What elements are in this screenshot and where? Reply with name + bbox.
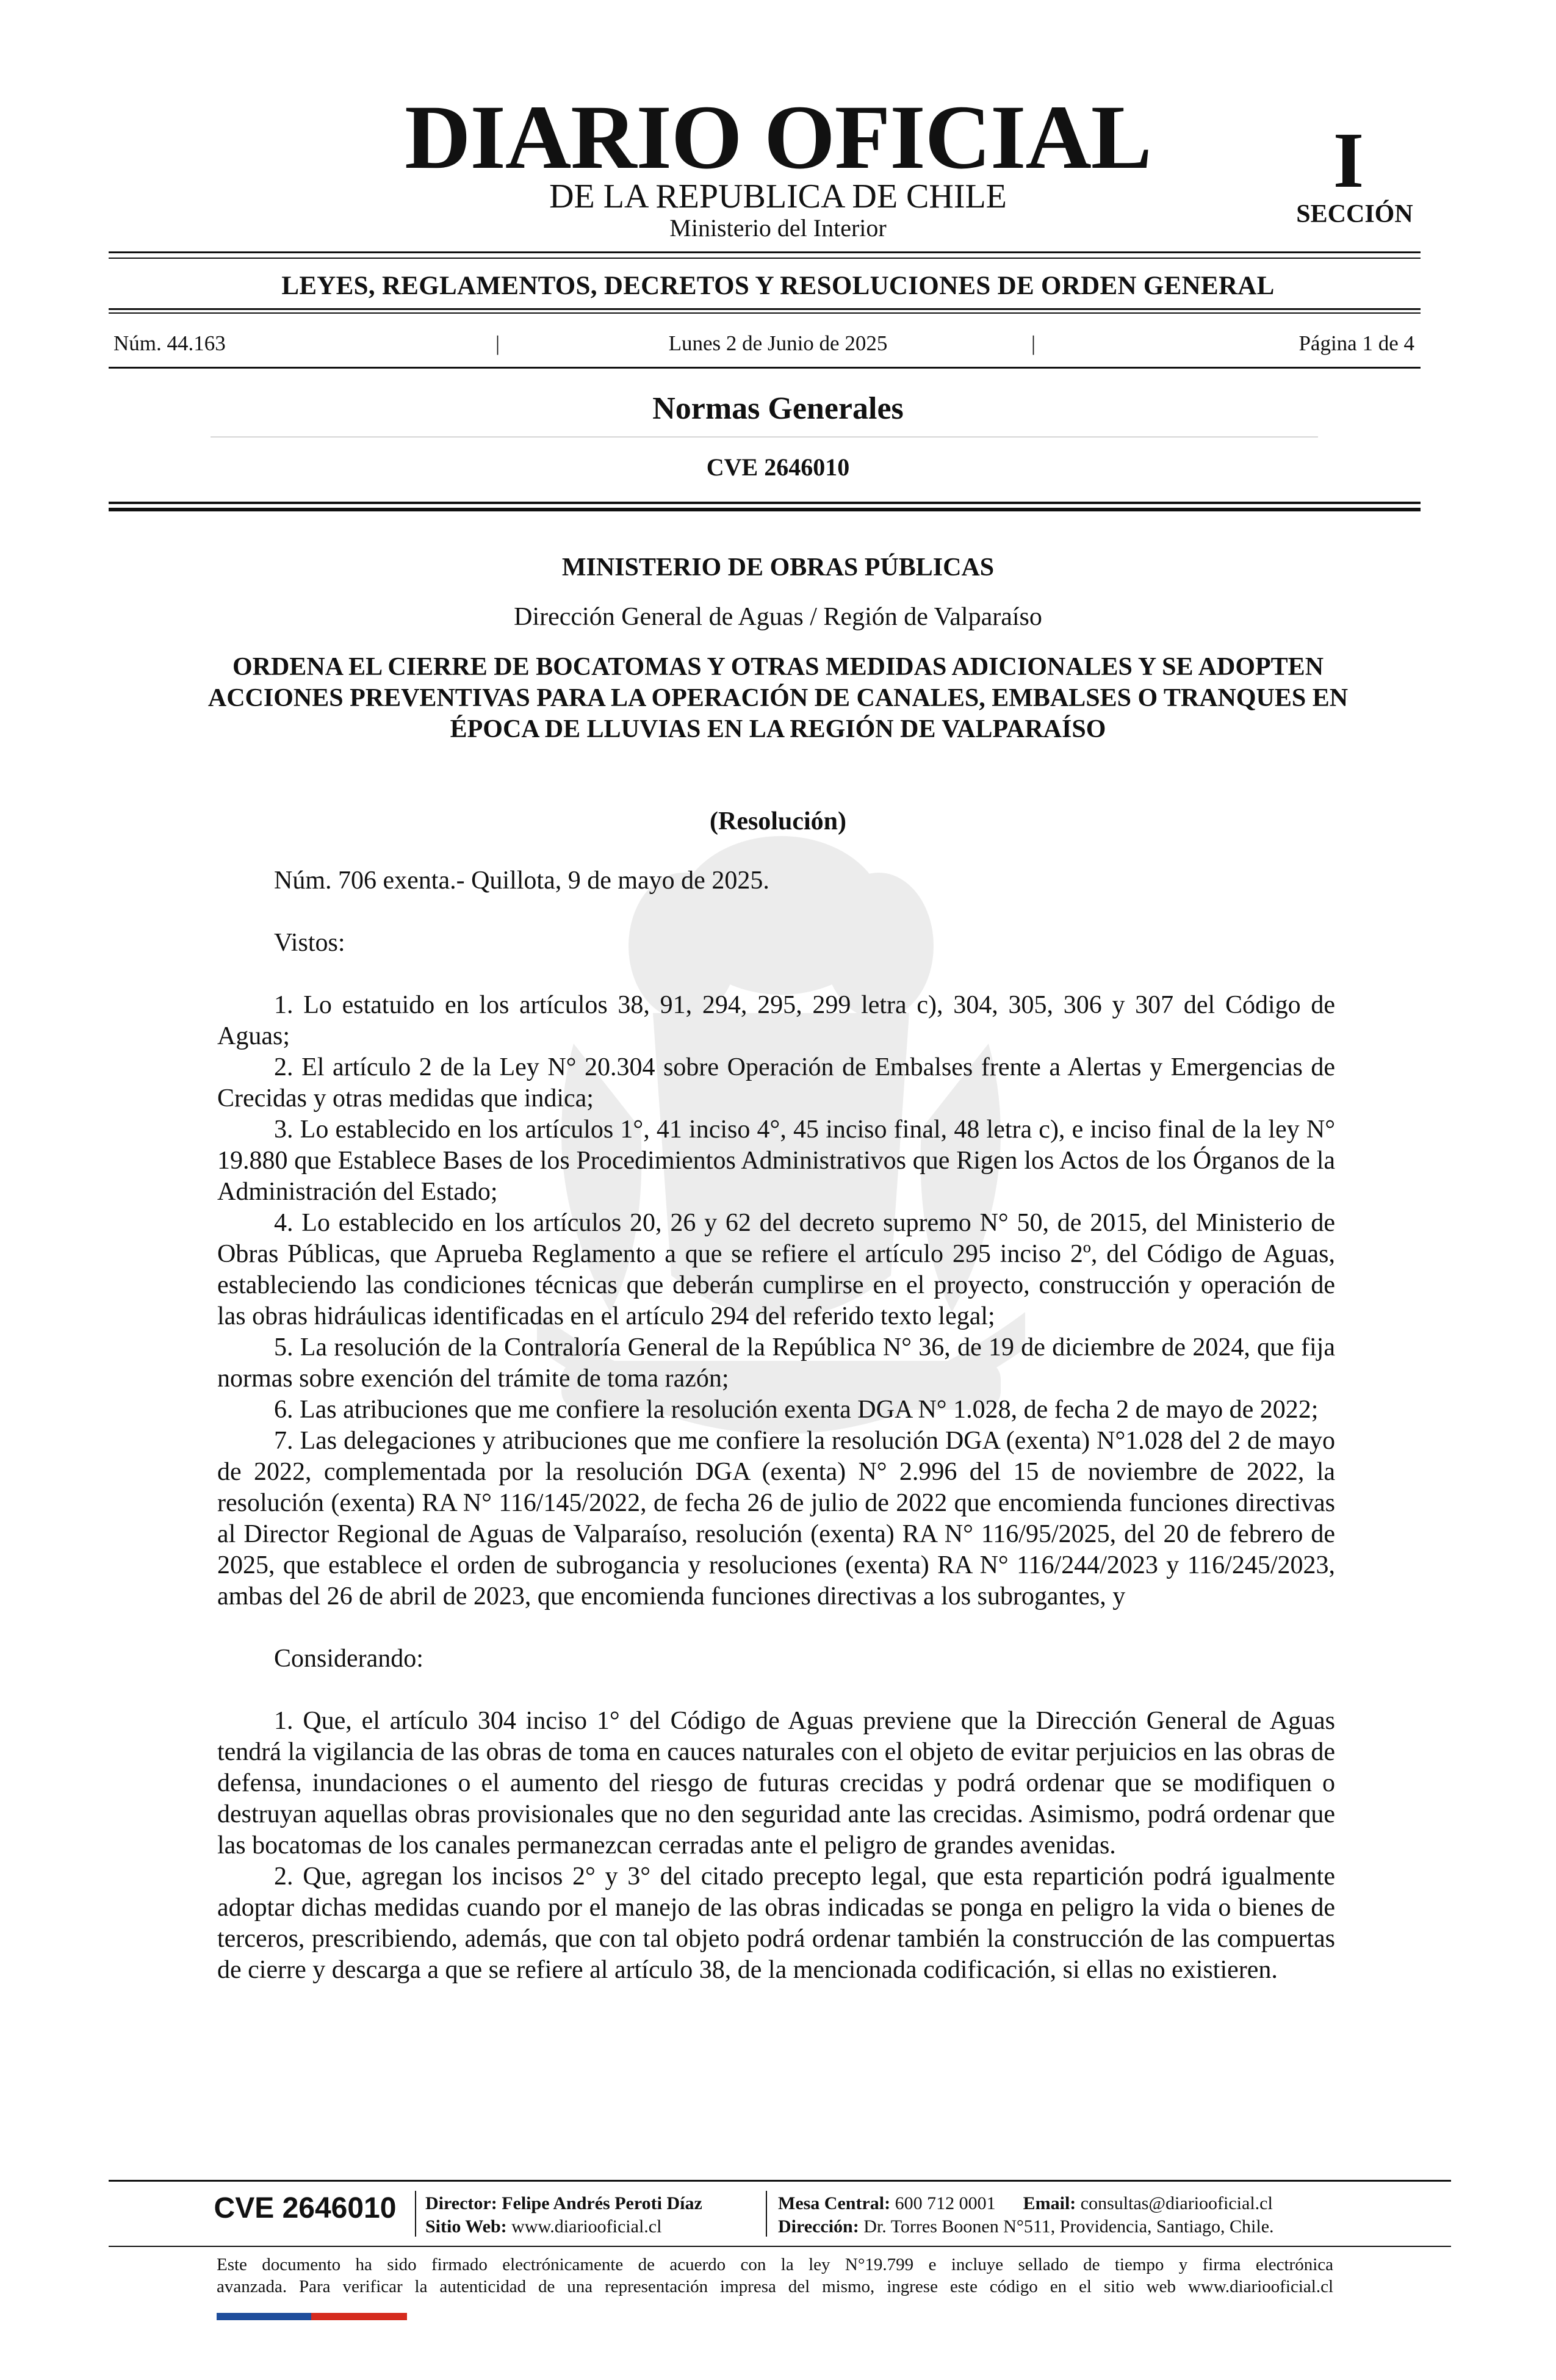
vistos-item-4: 4. Lo establecido en los artículos 20, 26 y 62 del decreto supremo N° 50, de 2015, del Ministerio de Obras Públicas, que Aprueba Reglamento a que se refiere el artículo 295 inciso 2º, del Código de Aguas, estableciendo las condiciones técnicas que deberán cumplirse en el proyecto, construcción y operación de las obras hidráulicas identificadas en el artículo 294 del referido texto legal;: [217, 1209, 1335, 1330]
issue-page: Página 1 de 4: [1298, 331, 1414, 355]
footer-cve-code: CVE 2646010: [214, 2192, 397, 2224]
issue-rule: [109, 367, 1421, 369]
phone-value: 600 712 0001: [895, 2193, 996, 2213]
considerando-heading: Considerando:: [274, 1645, 423, 1673]
flag-stripe-red: [311, 2313, 407, 2320]
category-rule-2: [109, 312, 1421, 314]
issue-separator-2: |: [1031, 331, 1036, 355]
vistos-item-5: 5. La resolución de la Contraloría General de la República N° 36, de 19 de diciembre de 2024, que fija normas sobre exención del trámite de toma razón;: [217, 1333, 1335, 1393]
masthead-rule-thin: [109, 258, 1421, 259]
vistos-item-1: 1. Lo estatuido en los artículos 38, 91, 294, 295, 299 letra c), 304, 305, 306 y 307 del Código de Aguas;: [217, 991, 1335, 1050]
footer-rule-bottom: [109, 2246, 1451, 2247]
vistos-item-7: 7. Las delegaciones y atribuciones que me confiere la resolución DGA (exenta) N°1.028 del 2 de mayo de 2022, complementada por la resolución DGA (exenta) N° 2.996 del 15 de noviembre de 2022, la resolución (exenta) RA N° 116/145/2022, de fecha 26 de julio de 2022 que encomienda funciones directivas al Director Regional de Aguas de Valparaíso, resolución (exenta) RA N° 116/95/2025, del 20 de febrero de 2025, que establece el orden de subrogancia y resoluciones (exenta) RA N° 116/244/2023 y 116/245/2023, ambas del 26 de abril de 2023, que encomienda funciones directivas a los subrogantes, y: [217, 1427, 1335, 1610]
masthead-rule-top: [109, 251, 1421, 253]
vistos-item-3: 3. Lo establecido en los artículos 1°, 41 inciso 4°, 45 inciso final, 48 letra c), e inciso final de la ley N° 19.880 que Establece Bases de los Procedimientos Administrativos que Rigen los Actos de los Órganos de la Administración del Estado;: [217, 1116, 1335, 1206]
masthead-title: DIARIO OFICIAL: [405, 87, 1151, 188]
section-numeral: I: [1333, 117, 1364, 204]
flag-stripe-blue: [217, 2313, 311, 2320]
website-link[interactable]: www.diariooficial.cl: [511, 2216, 662, 2237]
email-link[interactable]: consultas@diariooficial.cl: [1080, 2193, 1273, 2213]
footer-address: [778, 2215, 1274, 2238]
considerando-item-2: 2. Que, agregan los incisos 2° y 3° del citado precepto legal, que esta repartición podrá igualmente adoptar dichas medidas cuando por el manejo de las obras indicadas se ponga en peligro la vida o bienes de terceros, prescribiendo, además, que con tal objeto podrá ordenar también la construcción de las compuertas de cierre y descarga a que se refiere al artículo 38, de la mencionada codificación, si ellas no existieren.: [217, 1863, 1335, 1984]
issue-date: Lunes 2 de Junio de 2025: [668, 331, 888, 355]
flag-stripe: [217, 2313, 407, 2320]
vistos-item-2: 2. El artículo 2 de la Ley N° 20.304 sobre Operación de Embalses frente a Alertas y Emergencias de Crecidas y otras medidas que indica;: [217, 1053, 1335, 1112]
header-rule-1: [109, 502, 1421, 504]
header-rule-2: [109, 508, 1421, 511]
footer-rule-top: [109, 2180, 1451, 2182]
category-rule-1: [109, 308, 1421, 310]
vistos-item-6: 6. Las atribuciones que me confiere la resolución exenta DGA N° 1.028, de fecha 2 de mayo de 2022;: [274, 1396, 1319, 1424]
address-value: Dr. Torres Boonen N°511, Providencia, Santiago, Chile.: [863, 2216, 1274, 2237]
footer-note-line-2: avanzada. Para verificar la autenticidad de una representación impresa del mismo, ingrese este código en el sitio web www.diariooficial.cl: [217, 2277, 1333, 2296]
address-label: Dirección:: [778, 2216, 859, 2237]
director-name: Felipe Andrés Peroti Díaz: [502, 2193, 702, 2213]
website-label: Sitio Web:: [425, 2216, 507, 2237]
directorate-line: Dirección General de Aguas / Región de Valparaíso: [514, 603, 1042, 631]
footer-divider-1: [415, 2191, 416, 2237]
category-line: LEYES, REGLAMENTOS, DECRETOS Y RESOLUCIONES DE ORDEN GENERAL: [281, 272, 1275, 300]
footer-signature-note: [217, 2254, 1333, 2298]
resolution-title: ORDENA EL CIERRE DE BOCATOMAS Y OTRAS MEDIDAS ADICIONALES Y SE ADOPTEN ACCIONES PREVENTIVAS PARA LA OPERACIÓN DE CANALES, EMBALSES O TRANQUES EN ÉPOCA DE LLUVIAS EN LA REGIÓN DE VALPARAÍSO: [207, 653, 1349, 743]
masthead-subtitle: DE LA REPUBLICA DE CHILE: [549, 178, 1007, 215]
issue-separator-1: |: [495, 331, 500, 355]
ministry-heading: MINISTERIO DE OBRAS PÚBLICAS: [561, 554, 995, 582]
considerando-item-1: 1. Que, el artículo 304 inciso 1° del Código de Aguas previene que la Dirección General de Aguas tendrá la vigilancia de las obras de toma en cauces naturales con el objeto de evitar perjuicios en las obras de defensa, inundaciones o el aumento del riesgo de futuras crecidas y podrá ordenar que se modifiquen o destruyan aquellas obras provisionales que no den seguridad ante las crecidas. Asimismo, podrá ordenar que las bocatomas de los canales permanezcan cerradas ante el peligro de grandes avenidas.: [217, 1707, 1335, 1859]
vistos-heading: Vistos:: [274, 929, 345, 957]
footer-divider-2: [766, 2191, 767, 2237]
resolution-number-line: Núm. 706 exenta.- Quillota, 9 de mayo de 2025.: [274, 867, 769, 895]
issue-number: Núm. 44.163: [113, 331, 226, 355]
resolution-body: [217, 865, 1335, 1986]
email-label: Email:: [1023, 2193, 1076, 2213]
section-title: Normas Generales: [652, 391, 904, 426]
footer-director: [425, 2192, 702, 2215]
footer-note-line-1: Este documento ha sido firmado electrónicamente de acuerdo con la ley N°19.799 e incluye sellado de tiempo y firma electrónica: [217, 2255, 1333, 2274]
resolution-type: (Resolución): [710, 807, 846, 835]
phone-label: Mesa Central:: [778, 2193, 891, 2213]
section-title-rule: [211, 436, 1318, 438]
cve-code: CVE 2646010: [706, 453, 850, 481]
footer-website: [425, 2215, 661, 2238]
section-label: SECCIÓN: [1296, 200, 1413, 228]
director-label: Director:: [425, 2193, 497, 2213]
footer-contact: [778, 2192, 1273, 2215]
masthead-ministry: Ministerio del Interior: [669, 214, 887, 242]
